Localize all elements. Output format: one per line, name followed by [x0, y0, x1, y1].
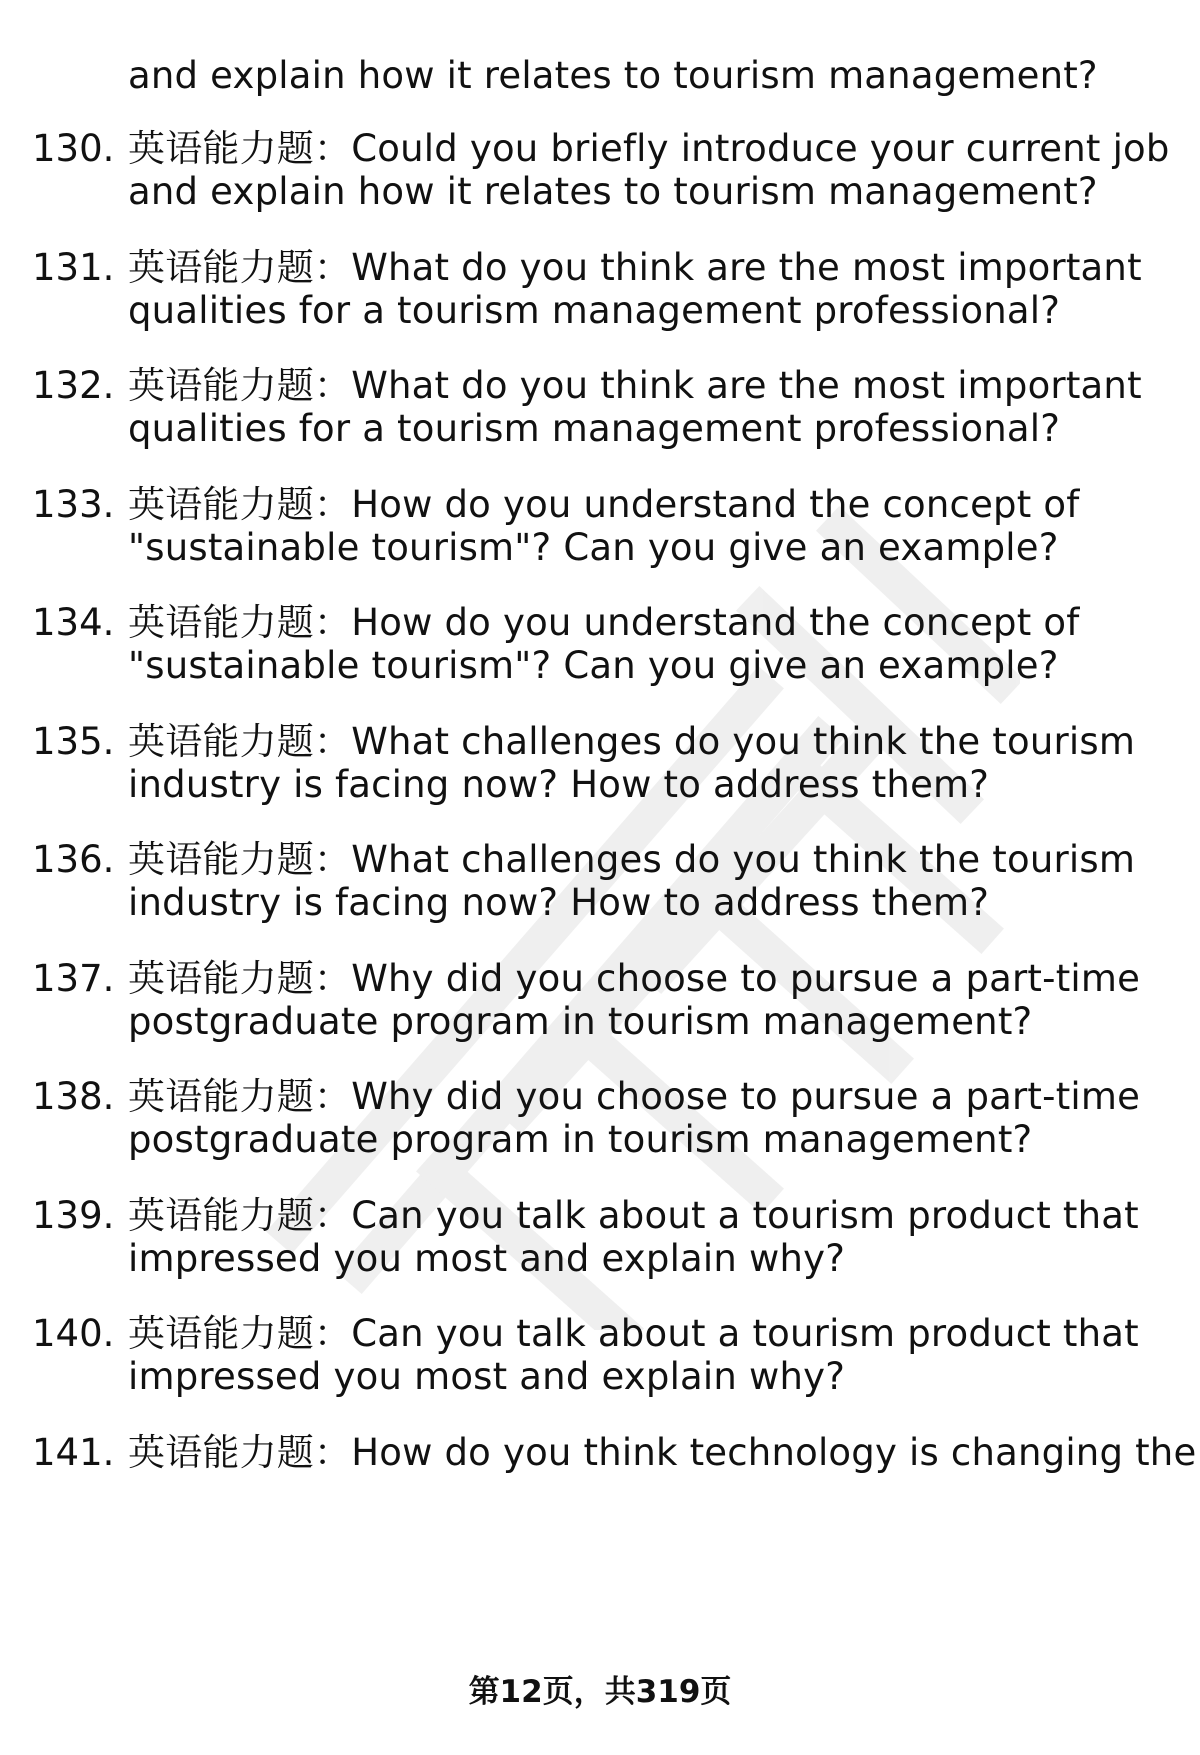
question-line-2: impressed you most and explain why?: [128, 1355, 846, 1398]
question-category-tag: 英语能力题：: [128, 127, 352, 170]
question-number: 141.: [32, 1431, 115, 1474]
question-line-1: [128, 836, 1135, 884]
question-line-1: [128, 955, 1140, 1003]
question-category-tag: 英语能力题：: [128, 720, 352, 763]
question-line-1: [128, 718, 1135, 766]
question-number: 134.: [32, 601, 115, 644]
question-category-tag: 英语能力题：: [128, 483, 352, 526]
question-category-tag: 英语能力题：: [128, 1075, 352, 1118]
question-category-tag: 英语能力题：: [128, 838, 352, 881]
question-line-1: [128, 362, 1142, 410]
question-number: 140.: [32, 1312, 115, 1355]
question-number: 131.: [32, 246, 115, 289]
question-line-2: industry is facing now? How to address them?: [128, 881, 990, 924]
question-line-1: [128, 1073, 1140, 1121]
question-category-tag: 英语能力题：: [128, 1312, 352, 1355]
question-number: 135.: [32, 720, 115, 763]
question-number: 139.: [32, 1194, 115, 1237]
question-line-2: and explain how it relates to tourism management?: [128, 170, 1098, 213]
question-text: How do you understand the concept of: [351, 601, 1080, 644]
question-line-2: qualities for a tourism management professional?: [128, 289, 1061, 332]
question-category-tag: 英语能力题：: [128, 957, 352, 1000]
continuation-line: and explain how it relates to tourism management?: [128, 54, 1098, 97]
question-text: What do you think are the most important: [351, 246, 1142, 289]
question-category-tag: 英语能力题：: [128, 601, 352, 644]
question-line-1: [128, 1310, 1139, 1358]
question-number: 137.: [32, 957, 115, 1000]
question-text: What challenges do you think the tourism: [351, 838, 1136, 881]
question-text: Could you briefly introduce your current job: [351, 127, 1170, 170]
question-line-1: [128, 599, 1079, 647]
question-line-2: "sustainable tourism"? Can you give an example?: [128, 644, 1059, 687]
question-text: Can you talk about a tourism product that: [351, 1312, 1139, 1355]
question-line-1: [128, 1192, 1139, 1240]
question-line-1: [128, 244, 1142, 292]
question-text: What challenges do you think the tourism: [351, 720, 1136, 763]
question-number: 132.: [32, 364, 115, 407]
question-category-tag: 英语能力题：: [128, 246, 352, 289]
question-category-tag: 英语能力题：: [128, 1194, 352, 1237]
question-number: 130.: [32, 127, 115, 170]
question-number: 138.: [32, 1075, 115, 1118]
question-line-1: [128, 481, 1079, 529]
question-text: Can you talk about a tourism product that: [351, 1194, 1139, 1237]
question-line-2: industry is facing now? How to address them?: [128, 763, 990, 806]
question-line-2: postgraduate program in tourism management?: [128, 1118, 1033, 1161]
question-text: Why did you choose to pursue a part-time: [351, 957, 1141, 1000]
question-text: What do you think are the most important: [351, 364, 1142, 407]
page-footer: 第12页，共319页: [468, 1674, 732, 1710]
question-line-1: [128, 1429, 1196, 1477]
question-number: 133.: [32, 483, 115, 526]
question-line-2: postgraduate program in tourism management?: [128, 1000, 1033, 1043]
question-line-2: qualities for a tourism management professional?: [128, 407, 1061, 450]
question-category-tag: 英语能力题：: [128, 364, 352, 407]
question-category-tag: 英语能力题：: [128, 1431, 352, 1474]
question-line-1: [128, 125, 1170, 173]
question-text: How do you think technology is changing the: [351, 1431, 1197, 1474]
question-number: 136.: [32, 838, 115, 881]
question-text: Why did you choose to pursue a part-time: [351, 1075, 1141, 1118]
question-line-2: "sustainable tourism"? Can you give an example?: [128, 526, 1059, 569]
question-line-2: impressed you most and explain why?: [128, 1237, 846, 1280]
question-text: How do you understand the concept of: [351, 483, 1080, 526]
